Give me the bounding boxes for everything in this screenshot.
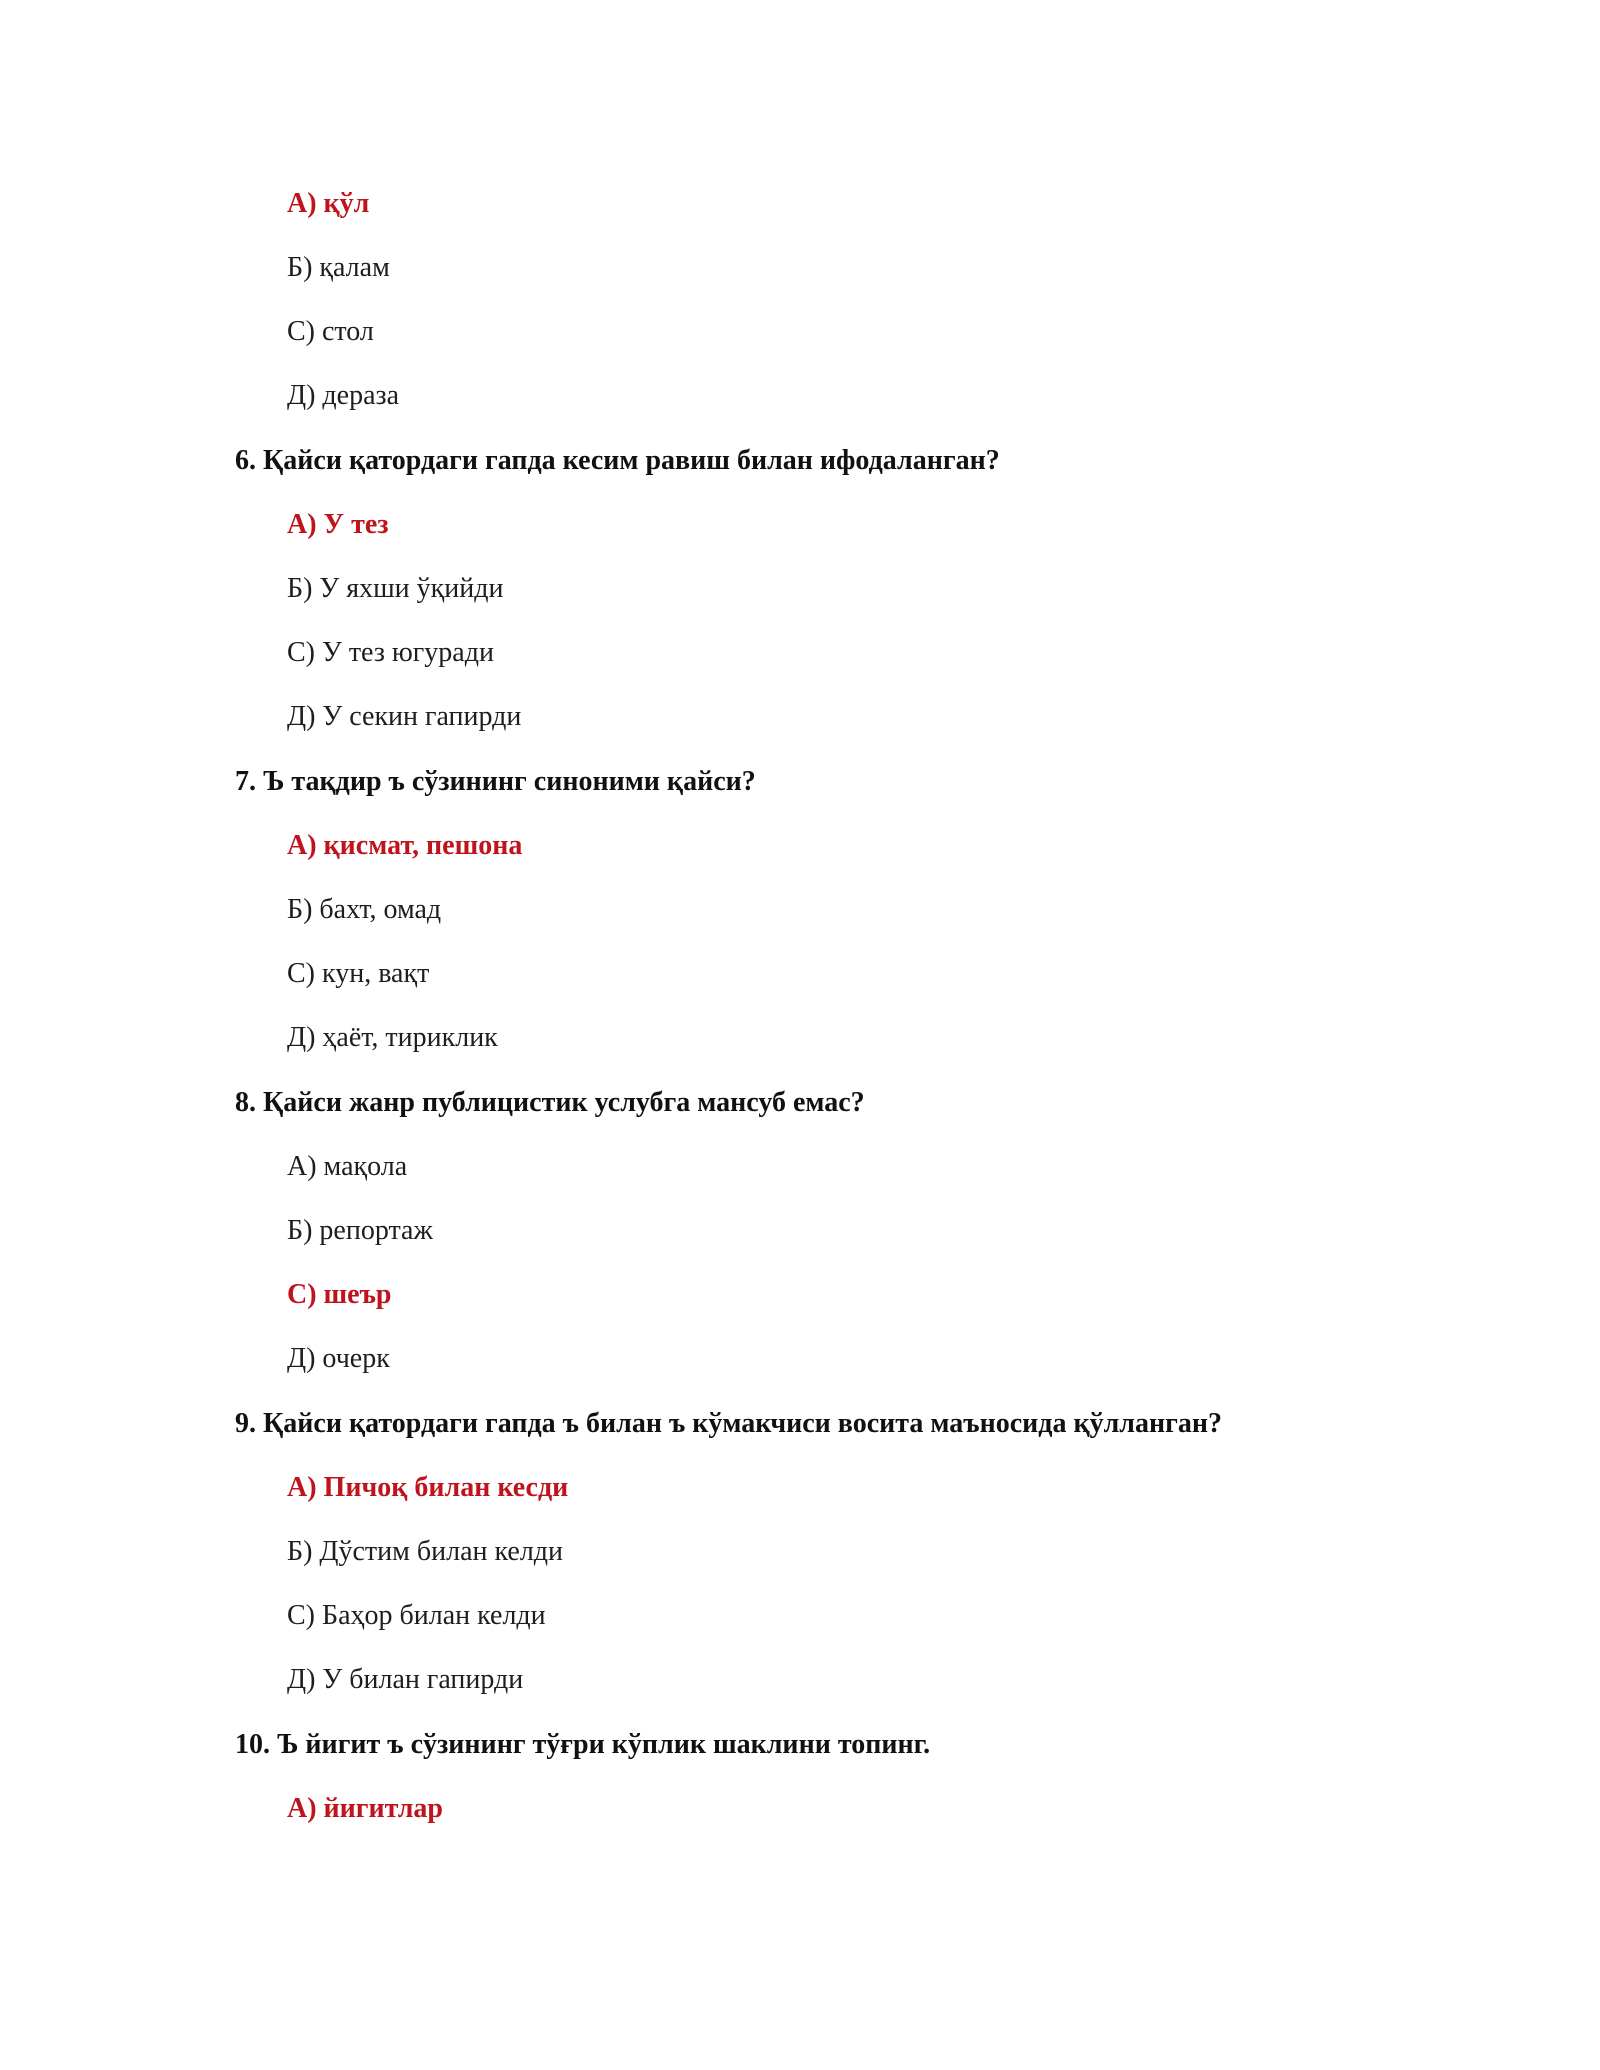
answer-option: Б) У яхши ўқийди xyxy=(287,573,504,604)
answer-option: Д) дераза xyxy=(287,380,400,411)
answer-option: Д) ҳаёт, тириклик xyxy=(287,1022,498,1053)
answer-option-correct: А) У тез xyxy=(287,509,389,540)
answer-option: С) Баҳор билан келди xyxy=(287,1600,546,1631)
answer-option: Б) бахт, омад xyxy=(287,894,442,925)
answer-option: Д) У секин гапирди xyxy=(287,701,522,732)
answer-option-correct: А) йигитлар xyxy=(287,1793,443,1824)
answer-option-correct: А) қисмат, пешона xyxy=(287,830,523,861)
question-10: 10. Ъ йигит ъ сўзининг тўғри кўплик шаклини топинг. xyxy=(235,1729,931,1760)
answer-option: С) кун, вақт xyxy=(287,958,430,989)
answer-option: С) У тез югуради xyxy=(287,637,494,668)
answer-option: А) мақола xyxy=(287,1151,408,1182)
answer-option-correct: С) шеър xyxy=(287,1279,392,1310)
answer-option: Б) репортаж xyxy=(287,1215,433,1246)
question-7: 7. Ъ тақдир ъ сўзининг синоними қайси? xyxy=(235,766,756,797)
question-9: 9. Қайси қатордаги гапда ъ билан ъ кўмакчиси восита маъносида қўлланган? xyxy=(235,1408,1222,1439)
question-8: 8. Қайси жанр публицистик услубга мансуб емас? xyxy=(235,1087,865,1118)
answer-option: Б) қалам xyxy=(287,252,390,283)
answer-option: Д) очерк xyxy=(287,1343,390,1374)
question-6: 6. Қайси қатордаги гапда кесим равиш билан ифодаланган? xyxy=(235,445,1000,476)
answer-option: Д) У билан гапирди xyxy=(287,1664,524,1695)
answer-option: Б) Дўстим билан келди xyxy=(287,1536,564,1567)
answer-option: С) стол xyxy=(287,316,374,347)
answer-option-correct: А) Пичоқ билан кесди xyxy=(287,1472,569,1503)
answer-option-correct: А) қўл xyxy=(287,188,370,219)
